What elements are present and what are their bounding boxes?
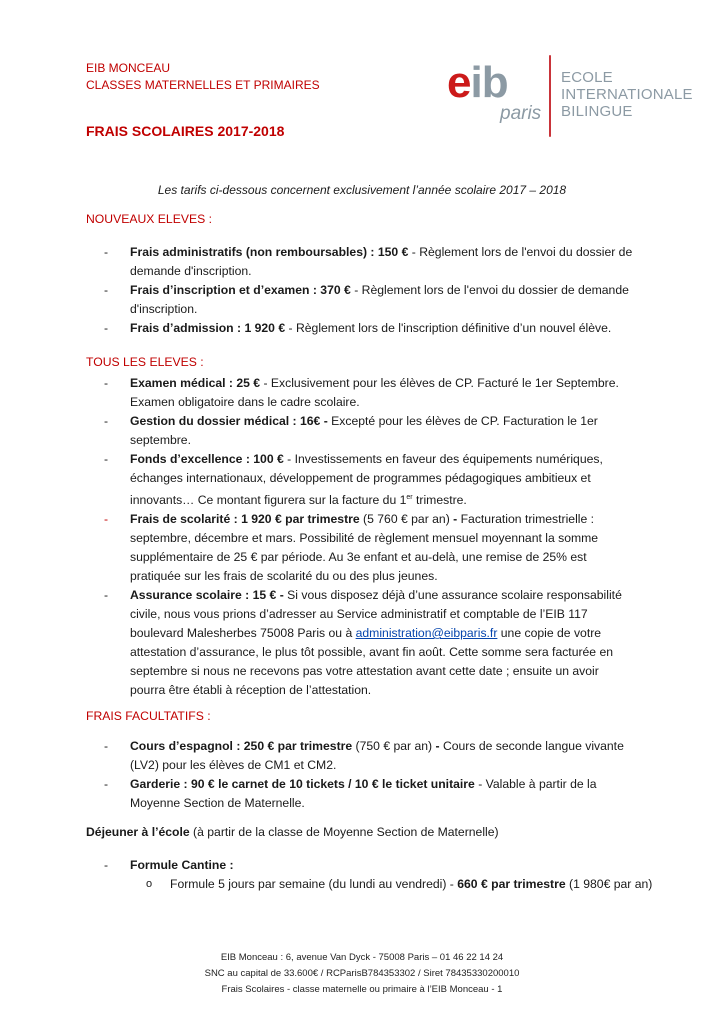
page-footer [0, 950, 724, 998]
list-item [104, 450, 634, 510]
item-label: Assurance scolaire : 15 € - [130, 588, 284, 603]
item-text: - Investissements en faveur des équipements numériques, échanges internationaux, développement de programmes pédagogiques ambitieux et innovants… Ce montant figurera sur la facture du 1 [130, 452, 603, 508]
dash-bullet: - [104, 283, 109, 297]
dash-bullet: - [104, 452, 109, 466]
item-label: Formule Cantine : [130, 858, 234, 872]
item-separator: - [453, 512, 458, 527]
logo-tagline [561, 69, 693, 120]
item-label: Frais d’inscription et d’examen : 370 € [130, 283, 351, 297]
list-item [104, 737, 634, 775]
lunch-label: Déjeuner à l’école [86, 825, 190, 839]
dash-bullet: - [104, 739, 109, 753]
list-item [104, 319, 634, 338]
eib-logo [447, 55, 693, 140]
logo-ib: ib [470, 58, 508, 107]
list-item [104, 243, 634, 281]
superscript: er [406, 494, 413, 501]
lunch-text: (à partir de la classe de Moyenne Section de Maternelle) [189, 825, 499, 839]
item-text: - Règlement lors de l'envoi du dossier de demande d'inscription. [130, 283, 629, 316]
item-text: Excepté pour les élèves de CP. Facturation le 1er septembre. [130, 414, 598, 447]
dash-bullet: - [104, 376, 109, 390]
list-item [104, 510, 634, 586]
email-link[interactable]: administration@eibparis.fr [355, 626, 498, 641]
footer-legal: SNC au capital de 33.600€ / RCParisB784353302 / Siret 78435330200010 [204, 968, 520, 979]
list-cantine [104, 856, 634, 875]
item-text: - Règlement lors de l'envoi du dossier de demande d'inscription. [130, 245, 633, 278]
lunch-heading [86, 825, 499, 839]
section-heading-tous: TOUS LES ELEVES : [86, 355, 204, 369]
logo-divider [549, 55, 551, 137]
footer-page-label: Frais Scolaires - classe maternelle ou primaire à l’EIB Monceau - 1 [221, 984, 503, 995]
section-heading-facultatifs: FRAIS FACULTATIFS : [86, 709, 211, 723]
list-facultatifs [104, 737, 634, 813]
logo-line2: INTERNATIONALE [561, 86, 693, 103]
item-text: (5 760 € par an) [359, 512, 454, 527]
item-text: - Exclusivement pour les élèves de CP. Facturé le 1er Septembre. Examen obligatoire dans le cadre scolaire. [130, 376, 619, 409]
item-text: Formule 5 jours par semaine (du lundi au vendredi) - [170, 877, 458, 891]
item-text: - Valable à partir de la Moyenne Section de Maternelle. [130, 777, 597, 810]
sub-list-item [146, 875, 660, 894]
item-label: Examen médical : 25 € [130, 376, 261, 390]
list-item [104, 281, 634, 319]
logo-e: e [447, 58, 471, 107]
item-label: Garderie : 90 € le carnet de 10 tickets / 10 € le ticket unitaire [130, 777, 475, 791]
item-text: Facturation trimestrielle : septembre, décembre et mars. Possibilité de règlement mensuel moyennant la somme supplémentaire de 25 € par période. Au 3e enfant et au-delà, une remise de 25% est pratiquée sur les frais de scolarité du ou des plus jeunes. [130, 512, 599, 584]
logo-wordmark [447, 58, 508, 107]
list-nouveaux [104, 243, 634, 338]
item-label: Frais de scolarité : 1 920 € par trimestre [130, 512, 360, 527]
dash-bullet: - [104, 245, 109, 259]
section-heading-nouveaux: NOUVEAUX ELEVES : [86, 212, 212, 226]
dash-bullet: - [104, 588, 109, 603]
item-price: 660 € par trimestre [457, 877, 566, 891]
school-name: EIB MONCEAU [86, 61, 171, 75]
school-classes: CLASSES MATERNELLES ET PRIMAIRES [86, 78, 320, 92]
item-text: une copie de votre attestation d’assurance, le plus tôt possible, avant fin août. Cette somme sera facturée en septembre si nous ne recevons pas votre attestation avant cette date ; ensuite un avoir pourra être établi à réception de l’attestation. [130, 626, 614, 698]
school-header [86, 60, 320, 94]
item-text: trimestre. [412, 493, 467, 508]
item-text: Cours de seconde langue vivante (LV2) pour les élèves de CM1 et CM2. [130, 739, 624, 772]
item-label: Fonds d’excellence : 100 € [130, 452, 284, 466]
item-text: (750 € par an) [352, 739, 436, 753]
item-text: - Règlement lors de l'inscription définitive d’un nouvel élève. [285, 321, 612, 335]
list-item [104, 775, 634, 813]
list-item [104, 412, 634, 450]
item-separator: - [435, 739, 440, 753]
footer-address: EIB Monceau : 6, avenue Van Dyck - 75008 Paris – 01 46 22 14 24 [220, 952, 504, 963]
logo-line1: ECOLE [561, 69, 613, 86]
item-label: Frais administratifs (non remboursables) : 150 € [130, 245, 409, 259]
dash-bullet: - [104, 512, 109, 527]
item-label: Frais d’admission : 1 920 € [130, 321, 286, 335]
item-label: Gestion du dossier médical : 16€ - [130, 414, 328, 428]
logo-line3: BILINGUE [561, 103, 633, 120]
dash-bullet: - [104, 321, 109, 335]
list-item [104, 374, 634, 412]
circle-bullet: o [146, 878, 153, 890]
dash-bullet: - [104, 858, 109, 872]
dash-bullet: - [104, 414, 109, 428]
item-text: (1 980€ par an) [565, 877, 653, 891]
logo-city: paris [500, 103, 542, 124]
list-item [104, 856, 634, 875]
list-item [104, 586, 634, 700]
dash-bullet: - [104, 777, 109, 791]
intro-text: Les tarifs ci-dessous concernent exclusivement l’année scolaire 2017 – 2018 [157, 183, 567, 197]
item-label: Cours d’espagnol : 250 € par trimestre [130, 739, 353, 753]
list-tous [104, 374, 634, 700]
page-title: FRAIS SCOLAIRES 2017-2018 [86, 123, 285, 139]
item-text: Si vous disposez déjà d’une assurance scolaire responsabilité civile, nous vous prions d’adresser au Service administratif et comptable de l’EIB 117 boulevard Malesherbes 75008 Paris ou à [130, 588, 622, 641]
